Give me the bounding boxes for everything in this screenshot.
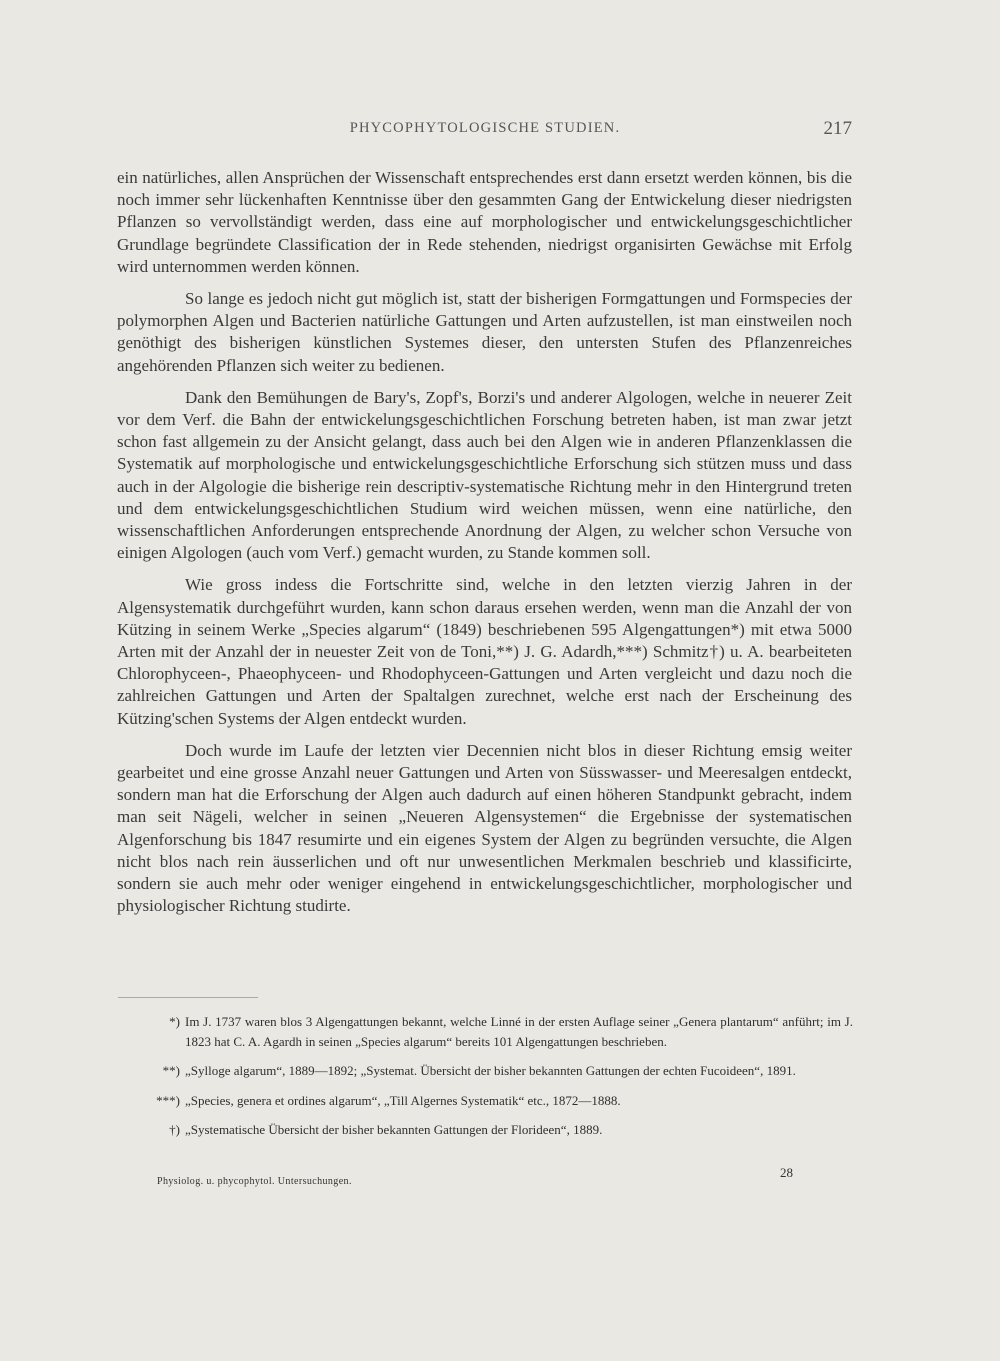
paragraph: ein natürliches, allen Ansprüchen der Wissenschaft entsprechendes erst dann ersetzt werden können, bis die noch immer sehr lückenhaften Kenntnisse über den gesammten Gang der Entwickelung dieser niedrigsten Pflanzen so vervollständigt werden, dass eine auf morphologischer und entwickelungsgeschichtlicher Grundlage begründete Classification der in Rede stehenden, niedrigst organisirten Gewächse mit Erfolg wird unternommen werden können. <box>117 168 852 276</box>
footnote-text: „Sylloge algarum“, 1889—1892; „Systemat. Übersicht der bisher bekannten Gattungen der echten Fucoideen“, 1891. <box>185 1063 796 1078</box>
printer-signature: 28 <box>780 1165 793 1180</box>
footnote-marker: *) <box>169 1014 180 1029</box>
footnote <box>118 1012 853 1051</box>
footnote-divider <box>118 997 258 998</box>
paragraph: Doch wurde im Laufe der letzten vier Decennien nicht blos in dieser Richtung emsig weiter gearbeitet und eine grosse Anzahl neuer Gattungen und Arten von Süsswasser- und Meeresalgen entdeckt, sondern man hat die Erforschung der Algen auch dadurch auf einen höheren Standpunkt gebracht, indem man seit Nägeli, welcher in seinen „Neueren Algensystemen“ die Ergebnisse der systematischen Algenforschung bis 1847 resumirte und ein eigenes System der Algen zu begründen versuchte, die Algen nicht blos nach rein äusserlichen und oft nur unwesentlichen Merkmalen beschrieb und klassificirte, sondern sie auch mehr oder weniger eingehend in entwickelungsgeschichtlicher, morphologischer und physiologischer Richtung studirte. <box>117 740 852 916</box>
footer-line: Physiolog. u. phycophytol. Untersuchungen. <box>157 1176 352 1187</box>
footnote-marker: †) <box>169 1122 180 1137</box>
footnote-text: Im J. 1737 waren blos 3 Algengattungen bekannt, welche Linné in der ersten Auflage seiner „Genera plantarum“ anführt; im J. 1823 hat C. A. Agardh in seinen „Species algarum“ bereits 101 Algengattungen beschrieben. <box>185 1014 853 1049</box>
page-header <box>118 120 852 144</box>
paragraph: Dank den Bemühungen de Bary's, Zopf's, Borzi's und anderer Algologen, welche in neuerer Zeit vor dem Verf. die Bahn der entwickelungsgeschichtlichen Forschung betreten haben, ist man zwar jetzt schon fast allgemein zu der Ansicht gelangt, dass auch bei den Algen wie in anderen Pflanzenklassen die Systematik auf morphologische und entwickelungsgeschichtliche Erforschung sich stützen muss und dass auch in der Algologie die bisherige rein descriptiv-systematische Richtung mehr in den Hintergrund treten und dem entwickelungsgeschichtlichen Studium wird weichen müssen, wenn eine natürliche, den wissenschaftlichen Anforderungen entsprechende Anordnung der Algen, zu welcher schon Versuche von einigen Algologen (auch vom Verf.) gemacht wurden, zu Stande kommen soll. <box>117 387 852 563</box>
footnote <box>118 1120 853 1140</box>
paragraph: So lange es jedoch nicht gut möglich ist, statt der bisherigen Formgattungen und Formspecies der polymorphen Algen und Bacterien natürliche Gattungen und Arten aufzustellen, ist man einstweilen noch genöthigt des bisherigen künstlichen Systemes dieser, den untersten Stufen des Pflanzenreiches angehörenden Pflanzen sich weiter zu bedienen. <box>117 289 852 375</box>
footnotes <box>118 1012 853 1150</box>
footnote-text: „Species, genera et ordines algarum“, „Till Algernes Systematik“ etc., 1872—1888. <box>185 1092 621 1108</box>
page-number: 217 <box>823 118 852 139</box>
footnote <box>118 1091 853 1111</box>
footnote-marker: ***) <box>156 1092 180 1108</box>
footnote <box>118 1061 853 1081</box>
footnote-marker: **) <box>162 1063 180 1078</box>
paragraph: Wie gross indess die Fortschritte sind, welche in den letzten vierzig Jahren in der Algensystematik durchgeführt wurden, kann schon daraus ersehen werden, wenn man die Anzahl der von Kützing in seinem Werke „Species algarum“ (1849) beschriebenen 595 Algengattungen*) mit etwa 5000 Arten mit der Anzahl der in neuester Zeit von de Toni,**) J. G. Adardh,***) Schmitz†) u. A. bearbeiteten Chlorophyceen-, Phaeophyceen- und Rhodophyceen-Gattungen und Arten vergleicht und dazu noch die zahlreichen Gattungen und Arten der Spaltalgen zurechnet, welche erst nach der Erscheinung des Kützing'schen Systems der Algen entdeckt wurden. <box>117 575 852 728</box>
main-text <box>117 167 852 918</box>
footnote-text: „Systematische Übersicht der bisher bekannten Gattungen der Florideen“, 1889. <box>185 1122 603 1137</box>
running-title: PHYCOPHYTOLOGISCHE STUDIEN. <box>349 120 621 136</box>
